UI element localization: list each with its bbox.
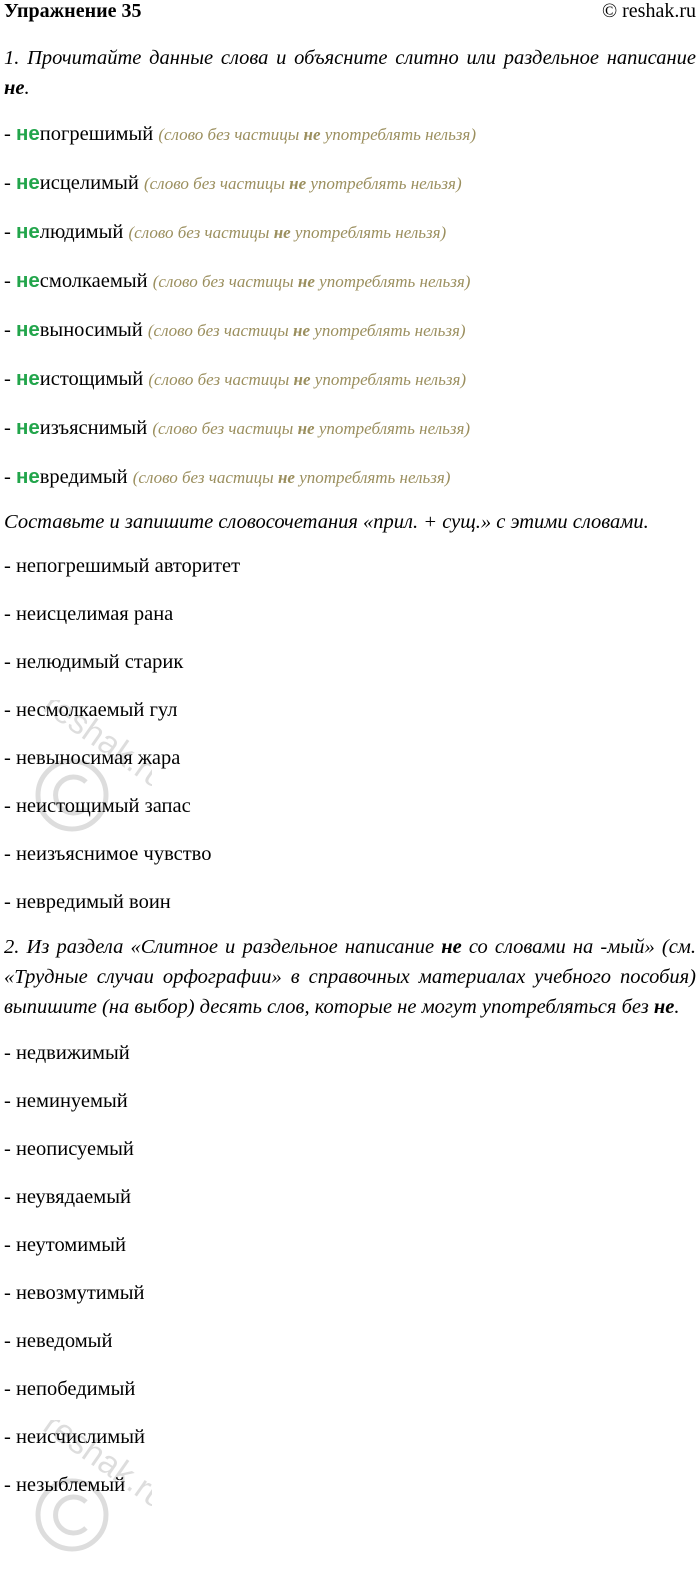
exercise-title: Упражнение 35 [4,0,142,22]
word-rest: выносимый [39,319,143,341]
word-item-2: - неисчислимый [4,1426,145,1448]
phrase-item: - нелюдимый старик [4,651,184,673]
word-note: (слово без частицы не употреблять нельзя) [148,370,467,389]
word-rest: вредимый [39,466,128,488]
task-2-text: 2. Из раздела «Слитное и раздельное написание не со словами на -мый» (см. «Трудные случаи орфографии» в справочных материалах учебного пособия) выпишите (на выбор) десять слов, которые не могут употребляться без не. [4,936,696,1018]
ne-prefix: не [15,220,40,243]
ne-prefix: не [15,269,40,292]
word-item-2: - неминуемый [4,1090,128,1112]
svg-text:reshak.ru: reshak.ru [36,1420,152,1518]
word-note: (слово без частицы не употреблять нельзя) [147,321,466,340]
task-1-text: 1. Прочитайте данные слова и объясните слитно или раздельное написание не. [4,47,696,99]
word-item-2: - неописуемый [4,1138,134,1160]
ne-prefix: не [15,465,40,488]
word-item: - невредимый (слово без частицы не употреблять нельзя) [4,465,451,488]
ne-prefix: не [15,171,40,194]
word-item: - неизъяснимый (слово без частицы не употреблять нельзя) [4,416,471,439]
word-rest: смолкаемый [39,270,148,292]
site-credit: © reshak.ru [601,0,696,22]
word-item: - неистощимый (слово без частицы не употреблять нельзя) [4,367,467,390]
word-note: (слово без частицы не употреблять нельзя) [158,125,476,144]
phrase-item: - неисцелимая рана [4,603,174,625]
phrase-item: - невредимый воин [4,891,171,913]
word-item: - непогрешимый (слово без частицы не употреблять нельзя) [4,122,476,145]
word-rest: погрешимый [39,123,154,145]
document-page [4,0,696,1521]
word-item-2: - незыблемый [4,1474,126,1496]
phrase-list [4,554,696,914]
ne-prefix: не [15,367,40,390]
word-item: - несмолкаемый (слово без частицы не употреблять нельзя) [4,269,471,292]
word-note: (слово без частицы не употреблять нельзя) [128,223,447,242]
word-note: (слово без частицы не употреблять нельзя) [152,419,471,438]
word-rest: истощимый [39,368,144,390]
phrase-item: - непогрешимый авторитет [4,555,241,577]
word-item: - нелюдимый (слово без частицы не употреблять нельзя) [4,220,447,243]
phrase-item: - неистощимый запас [4,795,191,817]
word-item-2: - неувядаемый [4,1186,131,1208]
word-note: (слово без частицы не употреблять нельзя) [132,468,451,487]
task-1-number: 1. [4,47,20,69]
word-note: (слово без частицы не употреблять нельзя) [152,272,471,291]
word-note: (слово без частицы не употреблять нельзя) [143,174,462,193]
page-header [4,0,696,24]
phrase-item: - несмолкаемый гул [4,699,178,721]
task-2-number: 2. [4,936,20,958]
svg-text:reshak.ru: reshak.ru [36,700,152,798]
ne-prefix: не [15,318,40,341]
word-item-2: - неведомый [4,1330,113,1352]
word-item-2: - невозмутимый [4,1282,145,1304]
ne-prefix: не [15,122,40,145]
word-list [4,122,696,490]
word-item-2: - неутомимый [4,1234,126,1256]
word-item: - невыносимый (слово без частицы не употреблять нельзя) [4,318,466,341]
word-rest: исцелимый [39,172,139,194]
task-1-subtask: Составьте и запишите словосочетания «прил. + сущ.» с этими словами. [4,511,649,533]
word-rest: изъяснимый [39,417,148,439]
word-rest: людимый [39,221,124,243]
word-list-2 [4,1041,696,1497]
word-item-2: - недвижимый [4,1042,130,1064]
word-item-2: - непобедимый [4,1378,136,1400]
phrase-item: - неизъяснимое чувство [4,843,212,865]
task-1-bold-ne: не [4,77,25,99]
word-item: - неисцелимый (слово без частицы не употреблять нельзя) [4,171,462,194]
ne-prefix: не [15,416,40,439]
phrase-item: - невыносимая жара [4,747,181,769]
